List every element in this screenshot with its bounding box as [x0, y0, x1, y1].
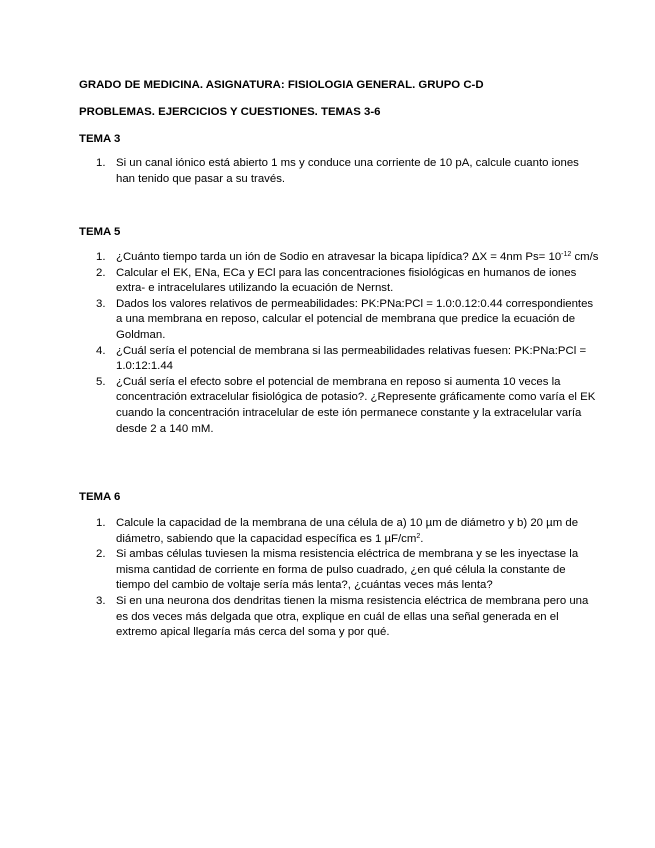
tema5-item-4 [79, 344, 599, 375]
item-number: 2. [96, 266, 106, 279]
item-text: Si un canal iónico está abierto 1 ms y conduce una corriente de 10 pA, calcule cuanto iones han tenido que pasar a su través. [116, 157, 579, 185]
item-number: 3. [96, 297, 106, 310]
tema5-heading: TEMA 5 [79, 226, 121, 238]
tema5-item-5 [79, 375, 599, 437]
item-text: Si en una neurona dos dendritas tienen la misma resistencia eléctrica de membrana pero una es dos veces más delgada que otra, explique en cuál de ellas una señal generada en el extremo apical llegaría más cerca del soma y por qué. [116, 594, 589, 639]
item-text: ¿Cuál sería el efecto sobre el potencial de membrana en reposo si aumenta 10 veces la concentración extracelular fisiológica de potasio?. ¿Represente gráficamente como varía el EK cuando la concentración intracelular de este ión permanece constante y la extracelular varía desde 2 a 140 mM. [116, 375, 596, 435]
tema6-item-1 [79, 516, 599, 547]
tema6-list [79, 516, 599, 641]
tema6-item-2 [79, 547, 599, 594]
item-number: 1. [96, 157, 106, 169]
item-text-end: cm/s [571, 251, 599, 263]
tema3-item-1 [79, 156, 599, 187]
item-text: Calcular el EK, ENa, ECa y ECl para las concentraciones fisiológicas en humanos de iones extra- e intracelulares utilizando la ecuación de Nernst. [116, 266, 577, 295]
tema6-heading: TEMA 6 [79, 491, 121, 503]
tema3-heading: TEMA 3 [79, 133, 121, 145]
item-number: 1. [96, 517, 106, 529]
document-title: GRADO DE MEDICINA. ASIGNATURA: FISIOLOGIA GENERAL. GRUPO C-D [79, 79, 484, 91]
item-text: ¿Cuánto tiempo tarda un ión de Sodio en atravesar la bicapa lipídica? ΔX = 4nm Ps= 10 [116, 251, 562, 263]
item-text: Calcule la capacidad de la membrana de una célula de a) 10 µm de diámetro y b) 20 µm de diámetro, sabiendo que la capacidad específica es 1 µF/cm [116, 517, 579, 545]
tema6-item-3 [79, 594, 599, 641]
document-subtitle: PROBLEMAS. EJERCICIOS Y CUESTIONES. TEMAS 3-6 [79, 106, 381, 118]
item-number: 5. [96, 375, 106, 388]
tema5-item-3 [79, 297, 599, 344]
tema3-list [79, 156, 599, 187]
item-superscript: -12 [561, 251, 572, 258]
item-text-end: . [420, 532, 424, 545]
item-text: Si ambas células tuviesen la misma resistencia eléctrica de membrana y se les inyectase la misma cantidad de corriente en forma de pulso cuadrado, ¿en qué célula la constante de tiempo del cambio de voltaje sería más lenta?, ¿cuántas veces más lenta? [116, 548, 579, 592]
item-number: 1. [96, 251, 106, 263]
item-number: 4. [96, 344, 106, 357]
item-number: 2. [96, 548, 106, 561]
item-text: ¿Cuál sería el potencial de membrana si las permeabilidades relativas fuesen: PK:PNa:PCl = 1.0:12:1.44 [116, 344, 587, 373]
tema5-list [79, 250, 599, 437]
item-superscript: 2 [416, 532, 421, 540]
item-number: 3. [96, 594, 106, 607]
item-text: Dados los valores relativos de permeabilidades: PK:PNa:PCl = 1.0:0.12:0.44 correspondientes a una membrana en reposo, calcular el potencial de membrana que predice la ecuación de Goldman. [116, 297, 594, 341]
tema5-item-1 [79, 250, 599, 266]
tema5-item-2 [79, 266, 599, 297]
